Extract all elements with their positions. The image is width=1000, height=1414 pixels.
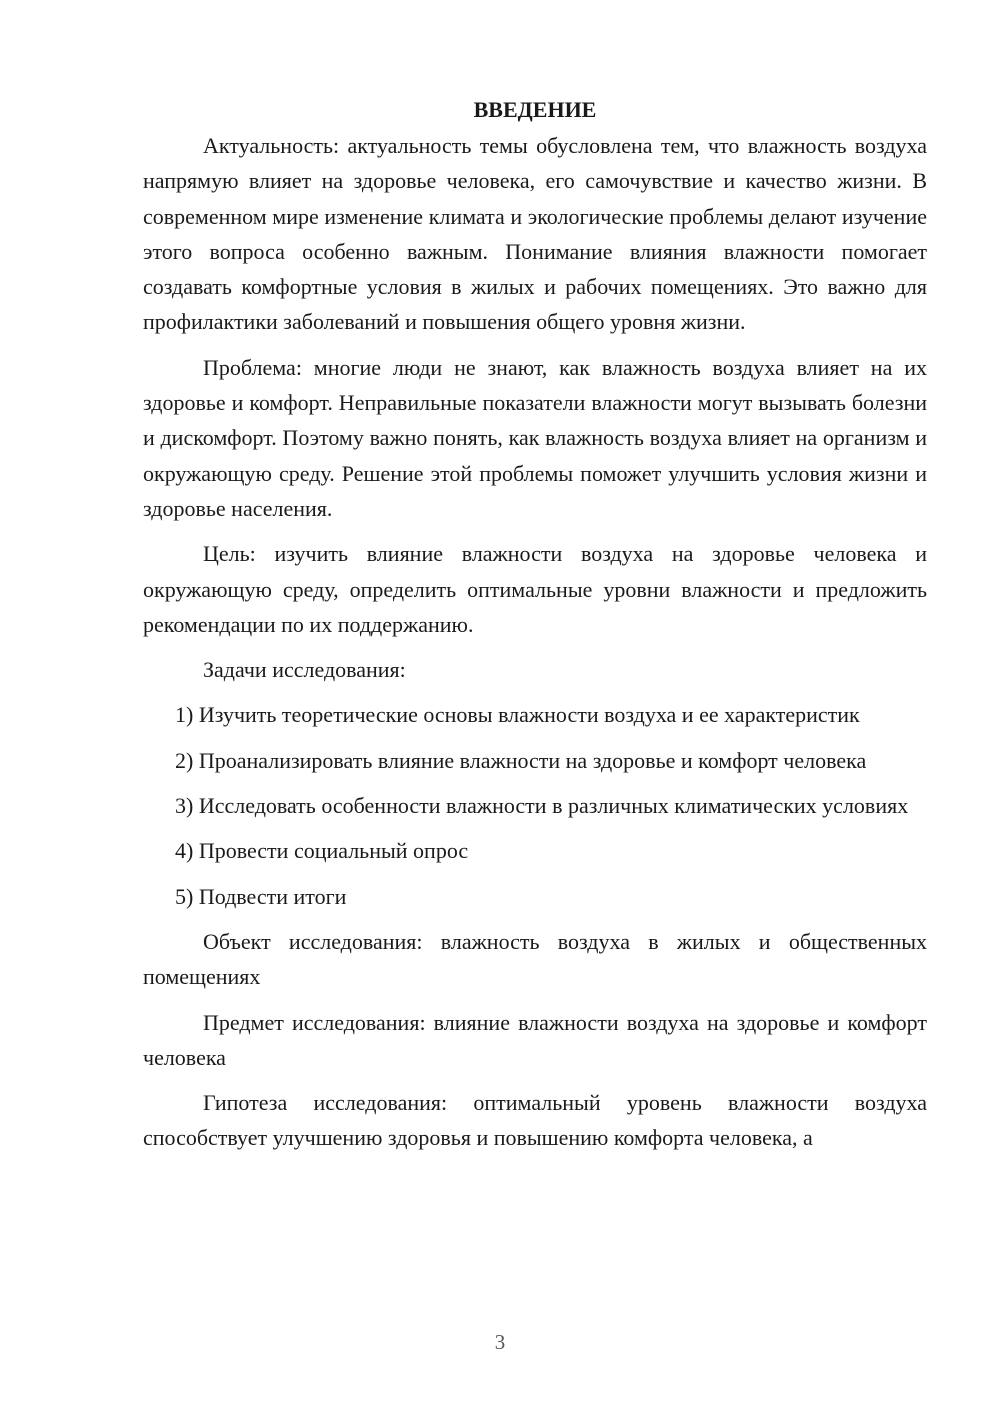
paragraph-hypothesis: Гипотеза исследования: оптимальный уровень влажности воздуха способствует улучшению здоровья и повышению комфорта человека, а (143, 1090, 927, 1151)
section-title: ВВЕДЕНИЕ (473, 97, 597, 122)
list-item: 1) Изучить теоретические основы влажности воздуха и ее характеристик (175, 702, 860, 728)
paragraph-goal: Цель: изучить влияние влажности воздуха на здоровье человека и окружающую среду, определить оптимальные уровни влажности и предложить рекомендации по их поддержанию. (143, 541, 927, 637)
paragraph-problem: Проблема: многие люди не знают, как влажность воздуха влияет на их здоровье и комфорт. Неправильные показатели влажности могут вызывать болезни и дискомфорт. Поэтому важно понять, как влажность воздуха влияет на организм и окружающую среду. Решение этой проблемы поможет улучшить условия жизни и здоровье населения. (143, 354, 927, 521)
list-item: 5) Подвести итоги (175, 883, 347, 909)
list-item: 4) Провести социальный опрос (175, 838, 469, 864)
document-page (143, 92, 927, 1166)
list-item: 3) Исследовать особенности влажности в различных климатических условиях (175, 793, 909, 819)
paragraph-relevance: Актуальность: актуальность темы обусловлена тем, что влажность воздуха напрямую влияет на здоровье человека, его самочувствие и качество жизни. В современном мире изменение климата и экологические проблемы делают изучение этого вопроса особенно важным. Понимание влияния влажности помогает создавать комфортные условия в жилых и рабочих помещениях. Это важно для профилактики заболеваний и повышения общего уровня жизни. (143, 133, 927, 335)
tasks-list (143, 697, 927, 913)
list-item: 2) Проанализировать влияние влажности на здоровье и комфорт человека (175, 747, 867, 773)
paragraph-subject: Предмет исследования: влияние влажности воздуха на здоровье и комфорт человека (143, 1009, 927, 1070)
page-number: 3 (494, 1330, 506, 1354)
tasks-heading: Задачи исследования: (203, 657, 406, 683)
paragraph-object: Объект исследования: влажность воздуха в жилых и общественных помещениях (143, 928, 927, 990)
